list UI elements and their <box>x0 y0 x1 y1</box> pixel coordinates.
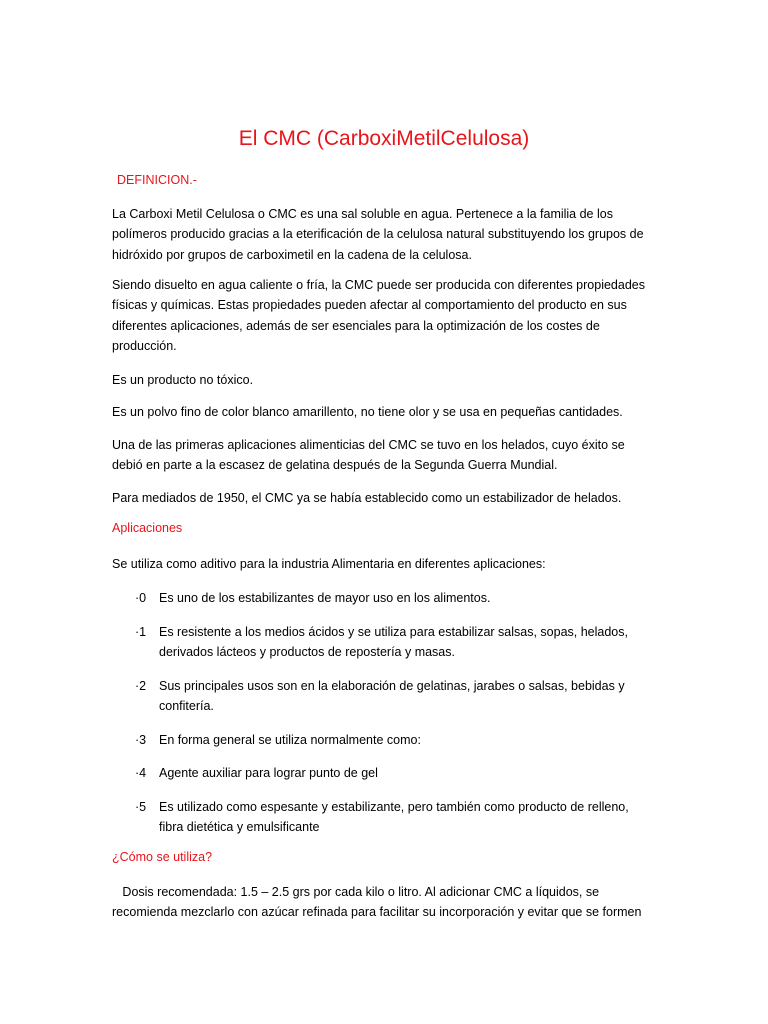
paragraph-appearance: Es un polvo fino de color blanco amarillento, no tiene olor y se usa en pequeñas cantidades. <box>112 405 623 419</box>
list-marker: ·3 <box>135 733 147 747</box>
list-marker: ·0 <box>135 591 147 605</box>
applications-intro: Se utiliza como aditivo para la industria Alimentaria en diferentes aplicaciones: <box>112 557 546 571</box>
paragraph-properties: Siendo disuelto en agua caliente o fría, la CMC puede ser producida con diferentes propiedades físicas y químicas. Estas propiedades pueden afectar al comportamiento del producto en sus diferentes aplicaciones, además de ser esenciales para la optimización de los costes de producción. <box>112 278 645 353</box>
list-item-text: Agente auxiliar para lograr punto de gel <box>159 766 378 780</box>
list-item <box>135 622 655 663</box>
usage-heading: ¿Cómo se utiliza? <box>112 850 213 864</box>
applications-heading: Aplicaciones <box>112 521 183 535</box>
paragraph-usage: Dosis recomendada: 1.5 – 2.5 grs por cada kilo o litro. Al adicionar CMC a líquidos, se recomienda mezclarlo con azúcar refinada para facilitar su incorporación y evitar que se formen <box>112 885 642 920</box>
list-item-text: Es uno de los estabilizantes de mayor uso en los alimentos. <box>159 591 491 605</box>
paragraph-1950: Para mediados de 1950, el CMC ya se había establecido como un estabilizador de helados. <box>112 491 622 505</box>
list-item-text: En forma general se utiliza normalmente como: <box>159 733 421 747</box>
list-item-text: Sus principales usos son en la elaboración de gelatinas, jarabes o salsas, bebidas y confitería. <box>159 679 625 714</box>
list-marker: ·4 <box>135 766 147 780</box>
list-item <box>135 797 655 838</box>
list-marker: ·5 <box>135 800 147 814</box>
list-item-text: Es resistente a los medios ácidos y se utiliza para estabilizar salsas, sopas, helados, derivados lácteos y productos de repostería y masas. <box>159 625 628 660</box>
list-item-text: Es utilizado como espesante y estabilizante, pero también como producto de relleno, fibra dietética y emulsificante <box>159 800 629 835</box>
list-item <box>135 676 655 717</box>
paragraph-non-toxic: Es un producto no tóxico. <box>112 373 254 387</box>
list-item <box>135 588 655 608</box>
list-item <box>135 730 655 750</box>
list-item <box>135 763 655 783</box>
definition-heading: DEFINICION.- <box>117 173 197 187</box>
paragraph-definition: La Carboxi Metil Celulosa o CMC es una sal soluble en agua. Pertenece a la familia de los polímeros producido gracias a la eterificación de la celulosa natural substituyendo los grupos de hidróxido por grupos de carboximetil en la cadena de la celulosa. <box>112 207 644 262</box>
document-title: El CMC (CarboxiMetilCelulosa) <box>238 127 530 150</box>
list-marker: ·1 <box>135 625 147 639</box>
paragraph-history: Una de las primeras aplicaciones alimenticias del CMC se tuvo en los helados, cuyo éxito se debió en parte a la escasez de gelatina después de la Segunda Guerra Mundial. <box>112 438 625 473</box>
list-marker: ·2 <box>135 679 147 693</box>
